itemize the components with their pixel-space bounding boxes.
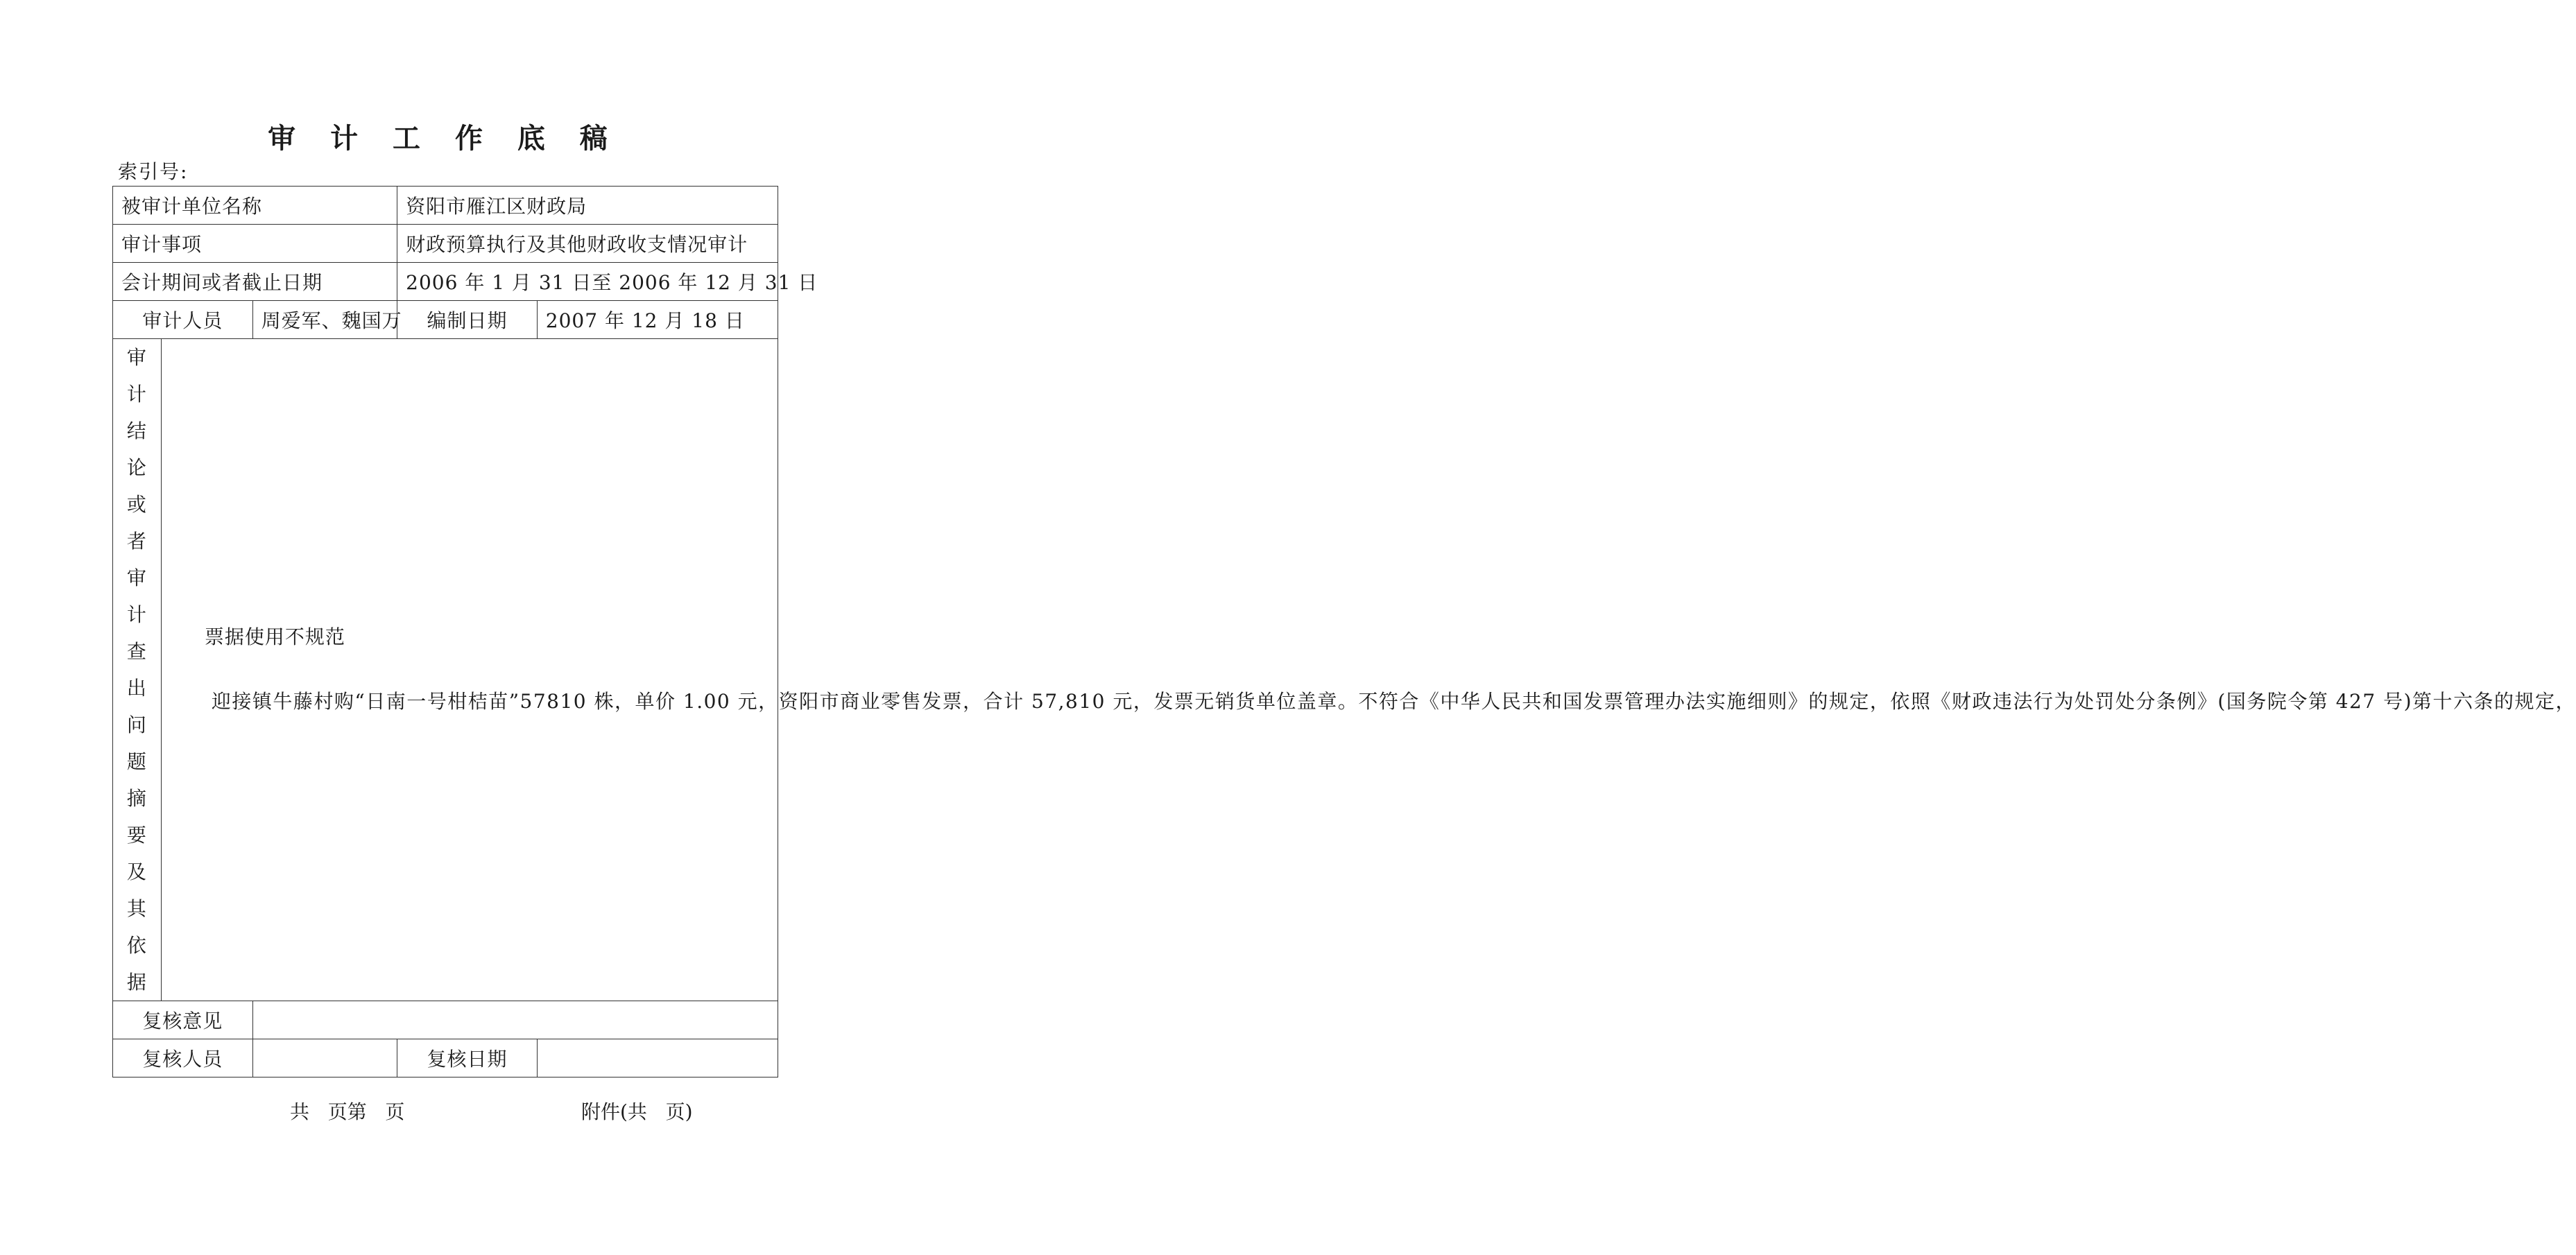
- side-label-char: 及: [126, 860, 147, 883]
- conclusion-row: [113, 339, 778, 1001]
- side-label-char: 摘: [126, 787, 147, 810]
- audit-worksheet-table: [112, 186, 2576, 1077]
- auditors-value: 周爱军、魏国万: [252, 301, 397, 339]
- reviewer-label: 复核人员: [113, 1039, 253, 1077]
- auditors-row: [113, 301, 778, 339]
- side-label-char: 审: [126, 346, 147, 369]
- period-label: 会计期间或者截止日期: [113, 263, 397, 301]
- review-opinion-value: [252, 1001, 778, 1039]
- side-label-char: 要: [126, 824, 147, 847]
- review-date-label: 复核日期: [397, 1039, 538, 1077]
- finding-heading: 票据使用不规范: [204, 625, 345, 648]
- conclusion-side-label: [113, 339, 162, 1001]
- auditors-label: 审计人员: [113, 301, 253, 339]
- prepared-date-value: 2007 年 12 月 18 日: [537, 301, 778, 339]
- side-label-char: 论: [126, 456, 147, 479]
- period-value: 2006 年 1 月 31 日至 2006 年 12 月 31 日: [397, 263, 778, 301]
- reviewer-value: [252, 1039, 397, 1077]
- side-label-char: 出: [126, 677, 147, 700]
- side-label-char: 审: [126, 566, 147, 589]
- audit-item-value: 财政预算执行及其他财政收支情况审计: [397, 225, 778, 263]
- review-opinion-label: 复核意见: [113, 1001, 253, 1039]
- side-label-char: 题: [126, 750, 147, 773]
- side-label-char: 计: [126, 383, 147, 406]
- side-label-char: 或: [126, 493, 147, 516]
- finding-paragraph: 迎接镇牛藤村购“日南一号柑桔苗”57810 株，单价 1.00 元，资阳市商业零售发票，合计 57,810 元，发票无销货单位盖章。不符合《中华人民共和国发票管理办法实施细则》的规定，依照《财政违法行为处罚处分条例》(国务院令第 427 号)第十六条的规定，: [211, 690, 2576, 713]
- page-count-footer: 共 页第 页: [290, 1100, 405, 1123]
- review-opinion-row: [113, 1001, 778, 1039]
- page-title: 审 计 工 作 底 稿: [268, 123, 620, 155]
- index-number-label: 索引号:: [118, 160, 189, 183]
- audit-item-row: [113, 225, 778, 263]
- review-date-value: [537, 1039, 778, 1077]
- side-label-char: 据: [126, 971, 147, 994]
- audited-unit-row: [113, 187, 778, 225]
- side-label-char: 依: [126, 934, 147, 957]
- attachments-footer: 附件(共 页): [581, 1100, 693, 1123]
- side-label-char: 者: [126, 530, 147, 553]
- period-row: [113, 263, 778, 301]
- side-label-char: 结: [126, 419, 147, 442]
- side-label-char: 问: [126, 713, 147, 736]
- side-label-char: 查: [126, 640, 147, 663]
- prepared-date-label: 编制日期: [397, 301, 538, 339]
- audited-unit-label: 被审计单位名称: [113, 187, 397, 225]
- audited-unit-value: 资阳市雁江区财政局: [397, 187, 778, 225]
- conclusion-body: [161, 339, 2576, 1001]
- audit-item-label: 审计事项: [113, 225, 397, 263]
- side-label-char: 计: [126, 603, 147, 626]
- reviewer-row: [113, 1039, 778, 1077]
- side-label-char: 其: [126, 897, 147, 920]
